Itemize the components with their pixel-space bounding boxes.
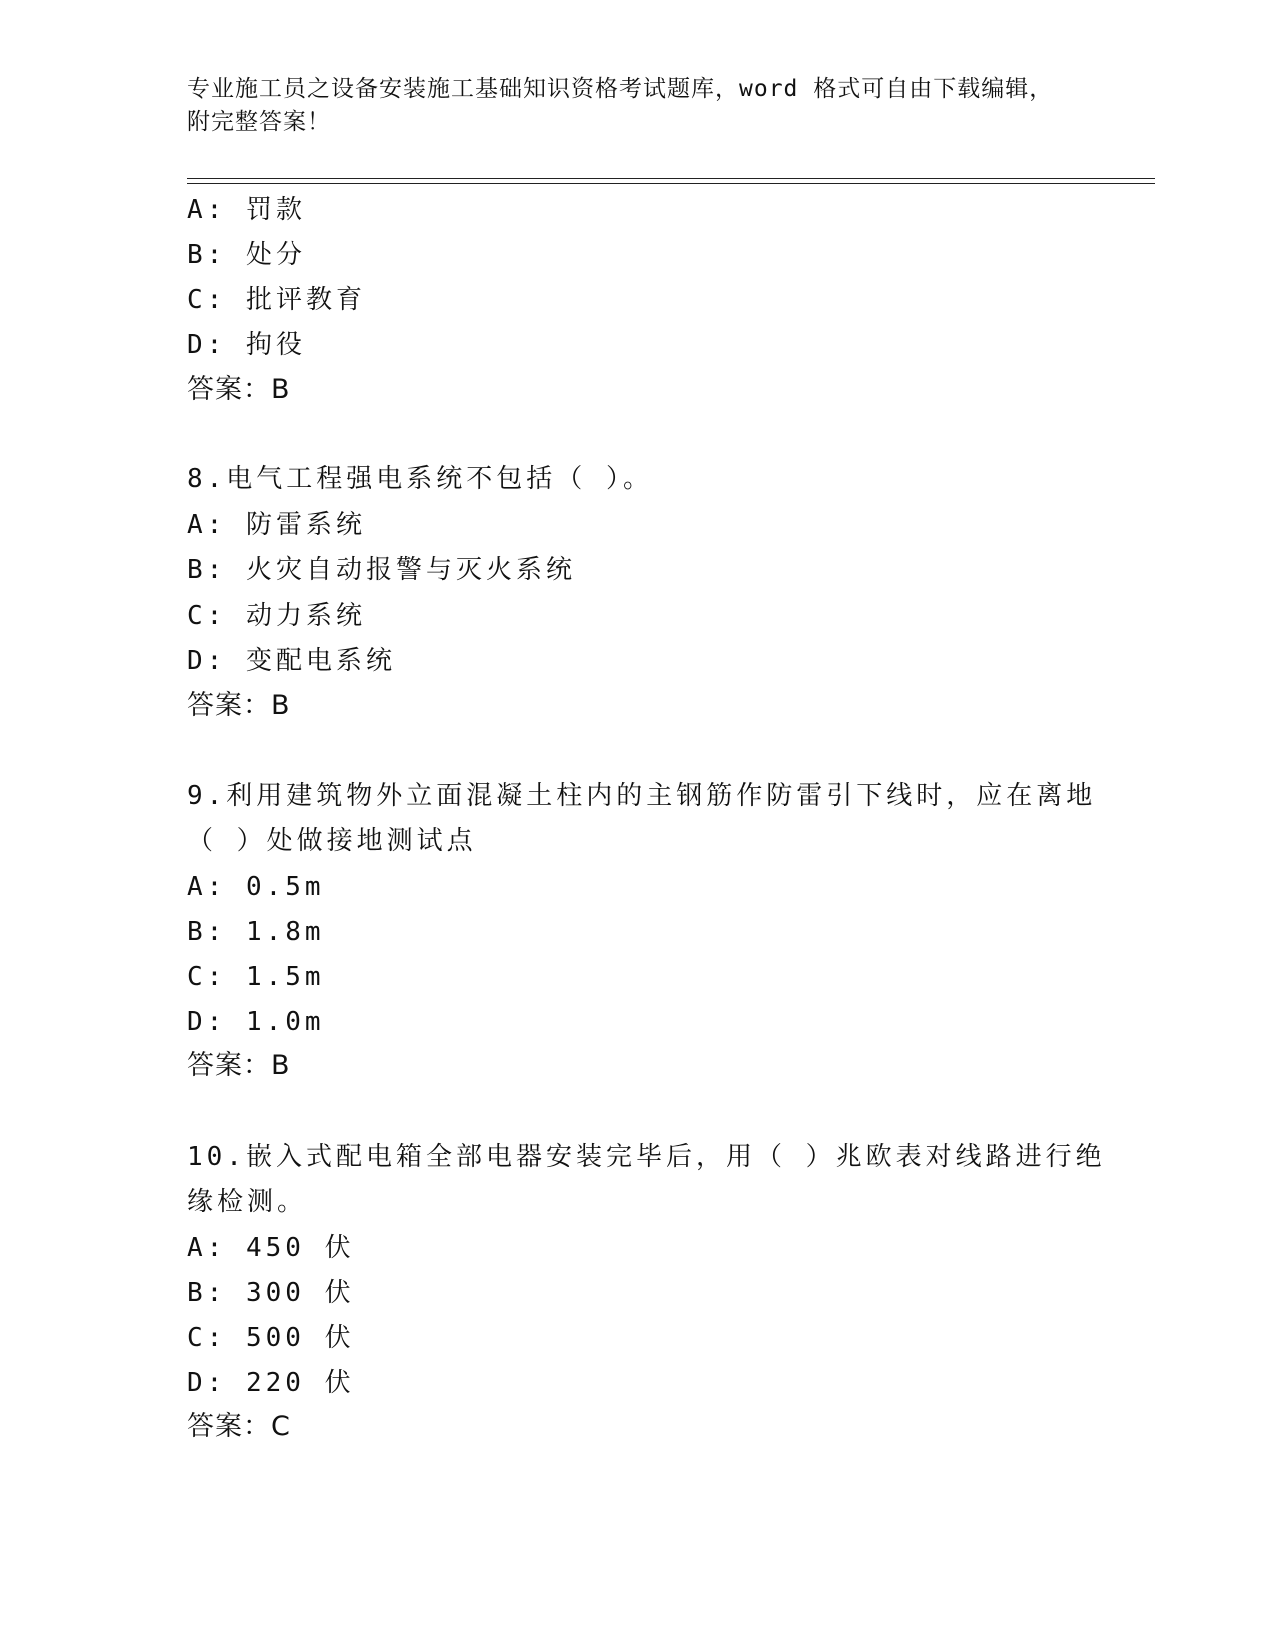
q7-answer: 答案：B: [187, 374, 291, 405]
q7-option-a: A: 罚款: [187, 195, 306, 225]
q10-option-a: A: 450 伏: [187, 1233, 355, 1263]
q9-option-a: A: 0.5m: [187, 872, 325, 902]
q8-option-c: C: 动力系统: [187, 601, 366, 631]
q9-option-b: B: 1.8m: [187, 917, 325, 947]
document-header: [187, 73, 1087, 139]
q8-option-a: A: 防雷系统: [187, 510, 366, 540]
q9-option-c: C: 1.5m: [187, 962, 325, 992]
q10-answer: 答案：C: [187, 1411, 291, 1442]
q10-option-c: C: 500 伏: [187, 1323, 355, 1353]
q8-question: 8.电气工程强电系统不包括（ ）。: [187, 464, 653, 494]
q10-option-b: B: 300 伏: [187, 1278, 355, 1308]
q9-question-line-2: （ ）处做接地测试点: [187, 826, 477, 856]
header-line-2: 附完整答案！: [187, 109, 331, 135]
q9-question-line-1: 9.利用建筑物外立面混凝土柱内的主钢筋作防雷引下线时，应在离地: [187, 781, 1097, 811]
q8-option-b: B: 火灾自动报警与灭火系统: [187, 555, 576, 585]
header-divider-top: [187, 178, 1155, 179]
header-line-1: 专业施工员之设备安装施工基础知识资格考试题库，word 格式可自由下载编辑，: [187, 76, 1054, 102]
q10-option-d: D: 220 伏: [187, 1368, 355, 1398]
q10-question-line-2: 缘检测。: [187, 1187, 308, 1217]
header-divider-bottom: [187, 183, 1155, 184]
q8-option-d: D: 变配电系统: [187, 646, 396, 676]
q7-option-c: C: 批评教育: [187, 285, 366, 315]
q7-option-d: D: 拘役: [187, 330, 306, 360]
q9-option-d: D: 1.0m: [187, 1007, 325, 1037]
q10-question-line-1: 10.嵌入式配电箱全部电器安装完毕后，用（ ）兆欧表对线路进行绝: [187, 1142, 1106, 1172]
q8-answer: 答案：B: [187, 690, 291, 721]
q9-answer: 答案：B: [187, 1050, 291, 1081]
q7-option-b: B: 处分: [187, 240, 306, 270]
